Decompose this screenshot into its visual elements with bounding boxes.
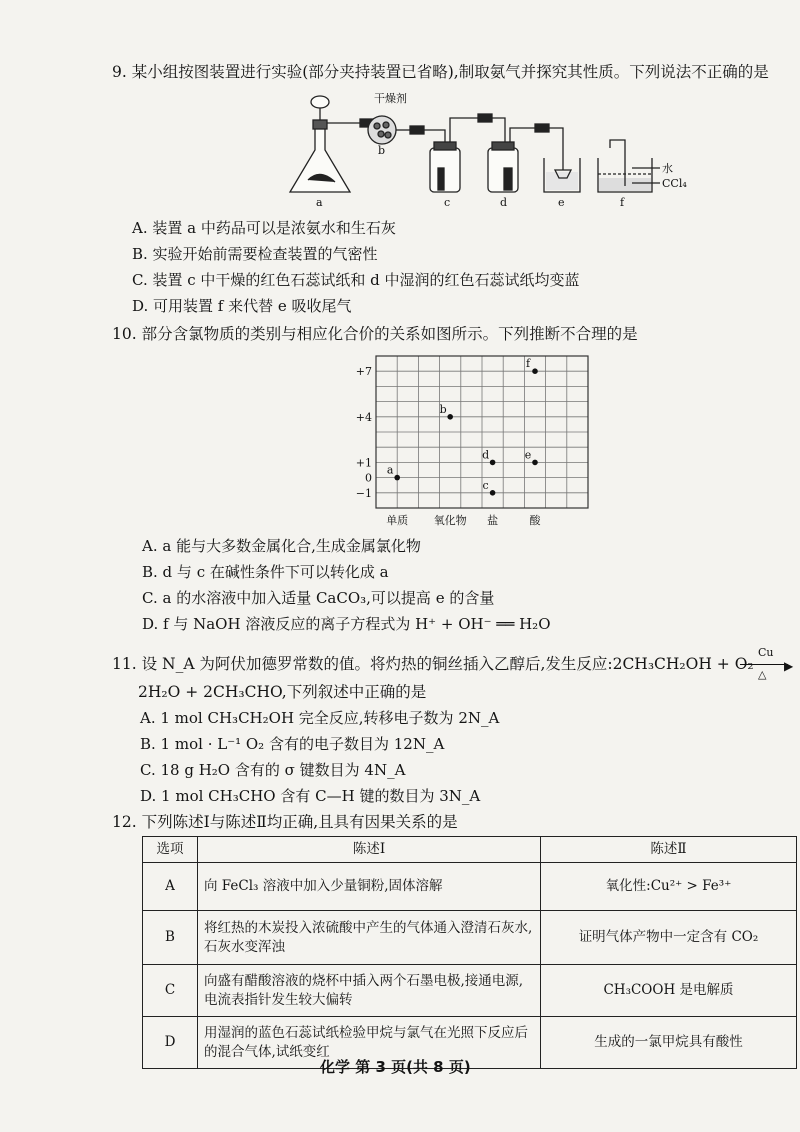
q10-chart — [340, 348, 600, 530]
data-label-b: b — [439, 402, 447, 416]
label-e: e — [558, 196, 565, 209]
q11-option-b: B. 1 mol · L⁻¹ O₂ 含有的电子数目为 12N_A — [140, 735, 445, 753]
data-point-c — [490, 490, 496, 496]
y-tick-label: +1 — [355, 456, 372, 470]
x-tick-label: 单质 — [386, 514, 409, 527]
label-dryer: 干燥剂 — [374, 92, 407, 105]
x-tick-label: 氧化物 — [433, 514, 467, 527]
row-a-statement-1: 向 FeCl₃ 溶液中加入少量铜粉,固体溶解 — [198, 863, 541, 911]
row-d-key: D — [143, 1017, 198, 1069]
row-d-statement-2: 生成的一氯甲烷具有酸性 — [541, 1017, 797, 1069]
page-footer: 化学 第 3 页(共 8 页) — [320, 1058, 471, 1076]
table-row — [143, 911, 797, 965]
y-tick-label: +7 — [355, 365, 372, 379]
data-point-e — [532, 460, 538, 466]
q11-stem-line2: 2H₂O + 2CH₃CHO,下列叙述中正确的是 — [138, 683, 427, 701]
q10-option-a: A. a 能与大多数金属化合,生成金属氯化物 — [142, 537, 421, 555]
data-label-c: c — [482, 478, 489, 492]
label-water: 水 — [662, 162, 673, 175]
data-label-a: a — [386, 463, 394, 477]
row-a-statement-2: 氧化性:Cu²⁺ > Fe³⁺ — [541, 863, 797, 911]
row-a-key: A — [143, 863, 198, 911]
row-c-statement-2: CH₃COOH 是电解质 — [541, 965, 797, 1017]
data-label-d: d — [482, 448, 490, 462]
arrow-catalyst: Cu — [758, 646, 774, 659]
data-label-f: f — [525, 357, 531, 371]
q9-option-c: C. 装置 c 中干燥的红色石蕊试纸和 d 中湿润的红色石蕊试纸均变蓝 — [132, 271, 580, 289]
row-d-statement-1: 用湿润的蓝色石蕊试纸检验甲烷与氯气在光照下反应后的混合气体,试纸变红 — [198, 1017, 541, 1069]
q11-option-d: D. 1 mol CH₃CHO 含有 C—H 键的数目为 3N_A — [140, 787, 481, 805]
y-tick-label: 0 — [365, 471, 372, 485]
q10-option-c: C. a 的水溶液中加入适量 CaCO₃,可以提高 e 的含量 — [142, 589, 495, 607]
data-point-d — [490, 460, 496, 466]
row-b-statement-1: 将红热的木炭投入浓硫酸中产生的气体通入澄清石灰水,石灰水变浑浊 — [198, 911, 541, 965]
header-statement-1: 陈述Ⅰ — [198, 837, 541, 863]
chart-svg — [340, 348, 600, 530]
label-d: d — [500, 196, 508, 209]
arrow-condition: △ — [758, 668, 767, 681]
label-c: c — [444, 196, 451, 209]
table-header-row — [143, 837, 797, 863]
data-point-b — [447, 414, 453, 420]
q9-option-b: B. 实验开始前需要检查装置的气密性 — [132, 245, 378, 263]
q9-option-a: A. 装置 a 中药品可以是浓氨水和生石灰 — [132, 219, 396, 237]
label-a: a — [316, 196, 323, 209]
x-tick-label: 酸 — [529, 514, 541, 527]
row-b-statement-2: 证明气体产物中一定含有 CO₂ — [541, 911, 797, 965]
reaction-arrow: Cu ▶ △ — [738, 646, 793, 686]
y-tick-label: −1 — [355, 486, 372, 500]
q12-table — [142, 836, 797, 1069]
table-row — [143, 863, 797, 911]
x-tick-label: 盐 — [487, 514, 499, 527]
data-point-a — [394, 475, 400, 481]
q11-option-a: A. 1 mol CH₃CH₂OH 完全反应,转移电子数为 2N_A — [140, 709, 500, 727]
row-b-key: B — [143, 911, 198, 965]
q11-option-c: C. 18 g H₂O 含有的 σ 键数目为 4N_A — [140, 761, 406, 779]
q9-option-d: D. 可用装置 f 来代替 e 吸收尾气 — [132, 297, 352, 315]
header-statement-2: 陈述Ⅱ — [541, 837, 797, 863]
data-label-e: e — [524, 448, 532, 462]
row-c-key: C — [143, 965, 198, 1017]
q9-apparatus-diagram — [280, 88, 687, 210]
header-option: 选项 — [143, 837, 198, 863]
apparatus-svg — [280, 88, 687, 210]
table-row — [143, 965, 797, 1017]
q10-option-b: B. d 与 c 在碱性条件下可以转化成 a — [142, 563, 389, 581]
q11-stem: 11. 设 N_A 为阿伏加德罗常数的值。将灼热的铜丝插入乙醇后,发生反应:2CH₃CH₂OH + O₂ — [112, 655, 754, 673]
row-c-statement-1: 向盛有醋酸溶液的烧杯中插入两个石墨电极,接通电源,电流表指针发生较大偏转 — [198, 965, 541, 1017]
label-b: b — [378, 144, 386, 157]
q9-stem: 9. 某小组按图装置进行实验(部分夹持装置已省略),制取氨气并探究其性质。下列说法不正确的是 — [112, 63, 769, 81]
q12-stem: 12. 下列陈述Ⅰ与陈述Ⅱ均正确,且具有因果关系的是 — [112, 813, 458, 831]
data-point-f — [532, 368, 538, 374]
label-f: f — [620, 196, 625, 209]
label-ccl4: CCl₄ — [662, 177, 687, 190]
y-tick-label: +4 — [355, 410, 372, 424]
q10-option-d: D. f 与 NaOH 溶液反应的离子方程式为 H⁺ + OH⁻ ══ H₂O — [142, 615, 551, 633]
q10-stem: 10. 部分含氯物质的类别与相应化合价的关系如图所示。下列推断不合理的是 — [112, 325, 638, 343]
